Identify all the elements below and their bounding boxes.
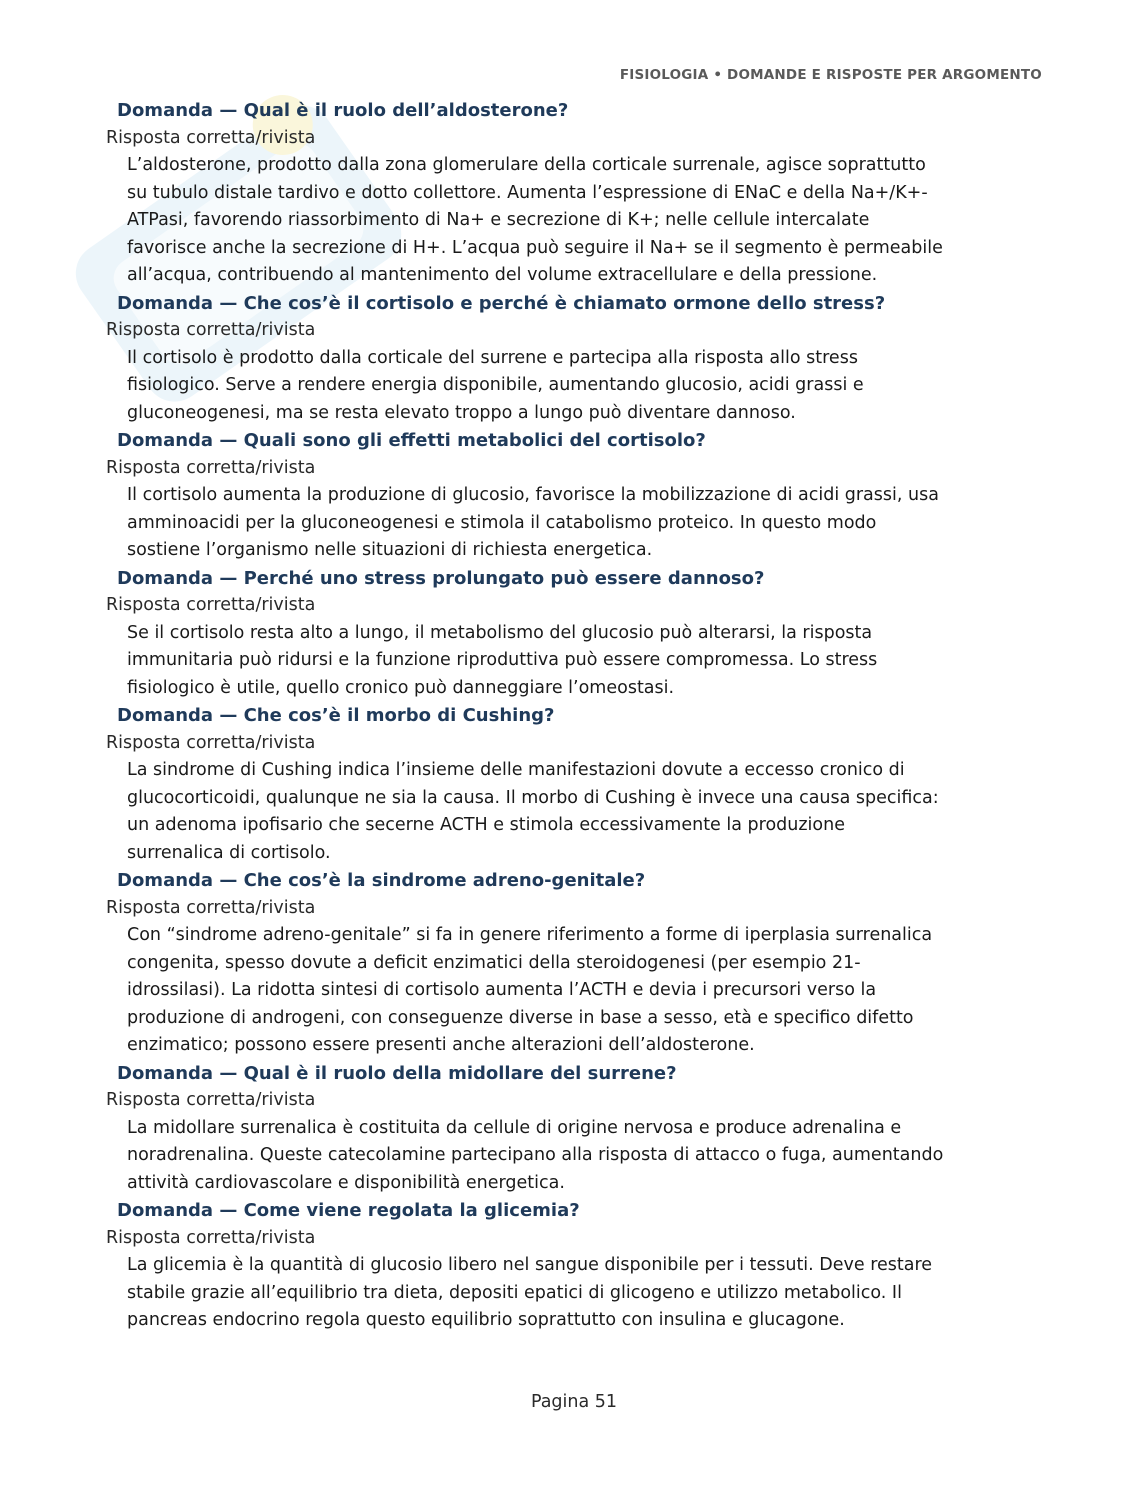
answer-label: Risposta corretta/rivista [106,320,316,340]
question-heading: Domanda — Come viene regolata la glicemia? [117,1200,580,1221]
answer-line: surrenalica di cortisolo. [127,842,331,863]
document-body [0,97,1148,1335]
answer-line: glucocorticoidi, qualunque ne sia la causa. Il morbo di Cushing è invece una causa specifica: [127,787,939,808]
qa-block [0,1197,1148,1335]
answer-line: Il cortisolo è prodotto dalla corticale del surrene e partecipa alla risposta allo stress [127,347,858,368]
answer-label: Risposta corretta/rivista [106,732,316,753]
qa-block [0,427,1148,565]
qa-block [0,97,1148,290]
question-heading: Domanda — Che cos’è la sindrome adreno-genitale? [117,870,646,891]
question-heading: Domanda — Quali sono gli effetti metabolici del cortisolo? [117,430,706,451]
qa-block [0,867,1148,1060]
answer-text [127,1115,1032,1198]
question-heading: Domanda — Perché uno stress prolungato può essere dannoso? [117,567,765,589]
answer-line: Il cortisolo aumenta la produzione di glucosio, favorisce la mobilizzazione di acidi grassi, usa [127,485,939,505]
page-number: Pagina 51 [530,1392,618,1412]
answer-text [127,922,1032,1060]
qa-block [0,565,1148,703]
question-heading: Domanda — Che cos’è il morbo di Cushing? [117,705,555,726]
answer-line: La midollare surrenalica è costituita da cellule di origine nervosa e produce adrenalina e [127,1117,902,1138]
answer-line: La sindrome di Cushing indica l’insieme delle manifestazioni dovute a eccesso cronico di [127,760,905,780]
answer-text [127,620,1032,703]
answer-line: un adenoma ipofisario che secerne ACTH e stimola eccessivamente la produzione [127,815,845,835]
answer-text [127,345,1032,428]
running-header: FISIOLOGIA • DOMANDE E RISPOSTE PER ARGOMENTO [619,67,1042,83]
question-heading: Domanda — Che cos’è il cortisolo e perché è chiamato ormone dello stress? [117,292,886,314]
answer-text [127,1252,1032,1335]
qa-block [0,290,1148,428]
answer-text [127,757,1032,867]
answer-line: favorisce anche la secrezione di H+. L’acqua può seguire il Na+ se il segmento è permeabile [127,237,943,258]
answer-line: su tubulo distale tardivo e dotto collettore. Aumenta l’espressione di ENaC e della Na+/K+- [127,182,928,203]
answer-label: Risposta corretta/rivista [106,127,316,148]
answer-label: Risposta corretta/rivista [106,457,316,478]
answer-line: La glicemia è la quantità di glucosio libero nel sangue disponibile per i tessuti. Deve restare [127,1255,933,1275]
answer-text [127,152,1032,290]
answer-line: L’aldosterone, prodotto dalla zona glomerulare della corticale surrenale, agisce soprattutto [127,155,926,175]
answer-label: Risposta corretta/rivista [106,897,316,918]
answer-line: gluconeogenesi, ma se resta elevato troppo a lungo può diventare dannoso. [127,402,796,423]
answer-line: amminoacidi per la gluconeogenesi e stimola il catabolismo proteico. In questo modo [127,512,877,533]
answer-line: stabile grazie all’equilibrio tra dieta, depositi epatici di glicogeno e utilizzo metabolico. Il [127,1282,902,1303]
answer-line: fisiologico. Serve a rendere energia disponibile, aumentando glucosio, acidi grassi e [127,375,864,395]
answer-line: noradrenalina. Queste catecolamine partecipano alla risposta di attacco o fuga, aumentando [127,1145,944,1165]
qa-block [0,702,1148,867]
answer-line: all’acqua, contribuendo al mantenimento del volume extracellulare e della pressione. [127,265,878,285]
answer-line: pancreas endocrino regola questo equilibrio soprattutto con insulina e glucagone. [127,1310,845,1330]
answer-line: immunitaria può ridursi e la funzione riproduttiva può essere compromessa. Lo stress [127,650,878,670]
answer-line: produzione di androgeni, con conseguenze diverse in base a sesso, età e specifico difetto [127,1007,914,1028]
answer-line: ATPasi, favorendo riassorbimento di Na+ e secrezione di K+; nelle cellule intercalate [127,210,870,230]
answer-label: Risposta corretta/rivista [106,1090,316,1110]
answer-label: Risposta corretta/rivista [106,595,316,615]
answer-line: sostiene l’organismo nelle situazioni di richiesta energetica. [127,540,653,560]
answer-line: fisiologico è utile, quello cronico può danneggiare l’omeostasi. [127,677,675,698]
answer-line: Se il cortisolo resta alto a lungo, il metabolismo del glucosio può alterarsi, la risposta [127,622,873,643]
answer-line: Con “sindrome adreno-genitale” si fa in genere riferimento a forme di iperplasia surrenalica [127,925,933,945]
answer-line: idrossilasi). La ridotta sintesi di cortisolo aumenta l’ACTH e devia i precursori verso la [127,980,877,1000]
answer-line: congenita, spesso dovute a deficit enzimatici della steroidogenesi (per esempio 21- [127,952,861,973]
answer-text [127,482,1032,565]
answer-line: enzimatico; possono essere presenti anche alterazioni dell’aldosterone. [127,1035,755,1055]
question-heading: Domanda — Qual è il ruolo della midollare del surrene? [117,1062,677,1084]
question-heading: Domanda — Qual è il ruolo dell’aldosterone? [117,100,569,121]
answer-line: attività cardiovascolare e disponibilità energetica. [127,1172,565,1193]
answer-label: Risposta corretta/rivista [106,1227,316,1248]
qa-block [0,1060,1148,1198]
